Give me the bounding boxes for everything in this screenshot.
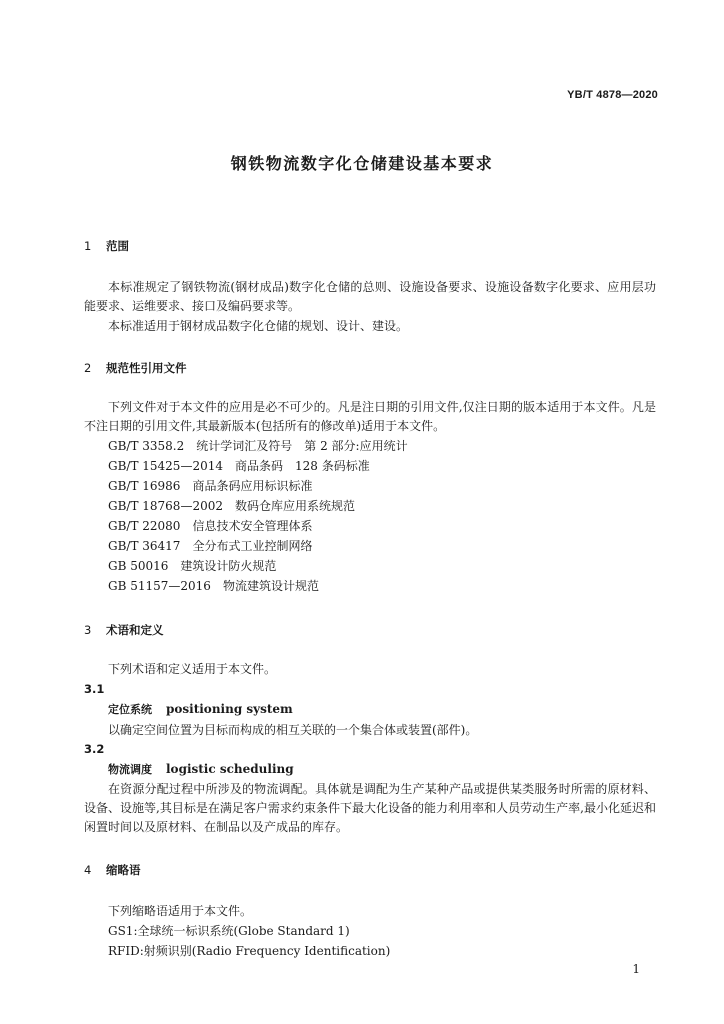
term-3-2-number: 3.2: [84, 742, 105, 756]
reference-name: 统计学词汇及符号 第 2 部分:应用统计: [196, 439, 408, 453]
section-4-intro: 下列缩略语适用于本文件。: [108, 904, 253, 918]
section-title: 缩略语: [106, 863, 141, 877]
reference-item: [108, 456, 408, 476]
section-number: 4: [84, 863, 92, 877]
reference-item: [108, 556, 408, 576]
section-title: 术语和定义: [106, 623, 164, 637]
term-chinese: 定位系统: [108, 703, 152, 716]
reference-item: [108, 516, 408, 536]
section-1-paragraph-2: 本标准适用于钢材成品数字化仓储的规划、设计、建设。: [108, 319, 409, 333]
section-3-intro: 下列术语和定义适用于本文件。: [108, 662, 277, 676]
reference-item: [108, 576, 408, 596]
reference-code: GB 51157—2016: [108, 579, 211, 593]
reference-code: GB/T 3358.2: [108, 439, 185, 453]
page-number: 1: [632, 962, 640, 976]
reference-item: [108, 476, 408, 496]
reference-name: 全分布式工业控制网络: [192, 539, 313, 553]
term-english: logistic scheduling: [166, 762, 294, 776]
section-number: 3: [84, 623, 92, 637]
term-3-2-definition: 在资源分配过程中所涉及的物流调配。具体就是调配为生产某种产品或提供某类服务时所需的原材料、设备、设施等,其目标是在满足客户需求约束条件下最大化设备的能力利用率和人员劳动生产率,最小化延迟和闲置时间以及原材料、在制品以及产成品的库存。: [84, 782, 656, 834]
section-title: 规范性引用文件: [106, 361, 187, 375]
reference-code: GB/T 36417: [108, 539, 181, 553]
reference-name: 商品条码应用标识标准: [192, 479, 313, 493]
section-number: 1: [84, 239, 92, 253]
abbreviation-gs1: GS1:全球统一标识系统(Globe Standard 1): [108, 924, 350, 938]
reference-code: GB/T 18768—2002: [108, 499, 223, 513]
term-3-1-number: 3.1: [84, 682, 105, 696]
term-chinese: 物流调度: [108, 763, 152, 776]
reference-name: 信息技术安全管理体系: [192, 519, 313, 533]
section-2-intro: 下列文件对于本文件的应用是必不可少的。凡是注日期的引用文件,仅注日期的版本适用于本文件。凡是不注日期的引用文件,其最新版本(包括所有的修改单)适用于本文件。: [84, 400, 656, 433]
reference-name: 商品条码 128 条码标准: [234, 459, 370, 473]
section-4-heading: [84, 862, 141, 878]
standard-code: YB/T 4878—2020: [567, 89, 658, 101]
section-1-paragraph-1: 本标准规定了钢铁物流(钢材成品)数字化仓储的总则、设施设备要求、设施设备数字化要求、应用层功能要求、运维要求、接口及编码要求等。: [84, 280, 656, 313]
reference-name: 物流建筑设计规范: [222, 579, 319, 593]
reference-code: GB/T 22080: [108, 519, 181, 533]
section-3-heading: [84, 622, 164, 638]
section-title: 范围: [106, 239, 129, 253]
reference-name: 数码仓库应用系统规范: [234, 499, 355, 513]
abbreviation-rfid: RFID:射频识别(Radio Frequency Identification): [108, 944, 391, 958]
term-3-1-definition: 以确定空间位置为目标而构成的相互关联的一个集合体或装置(部件)。: [108, 723, 478, 737]
term-3-1: [108, 701, 293, 717]
section-number: 2: [84, 361, 92, 375]
reference-item: [108, 436, 408, 456]
reference-item: [108, 536, 408, 556]
term-english: positioning system: [166, 702, 293, 716]
term-3-2: [108, 761, 294, 777]
reference-code: GB/T 15425—2014: [108, 459, 223, 473]
normative-reference-list: [108, 436, 408, 596]
reference-name: 建筑设计防火规范: [180, 559, 277, 573]
document-title: 钢铁物流数字化仓储建设基本要求: [230, 154, 494, 173]
section-1-heading: [84, 238, 129, 254]
reference-code: GB/T 16986: [108, 479, 181, 493]
reference-code: GB 50016: [108, 559, 169, 573]
section-2-heading: [84, 360, 187, 376]
reference-item: [108, 496, 408, 516]
